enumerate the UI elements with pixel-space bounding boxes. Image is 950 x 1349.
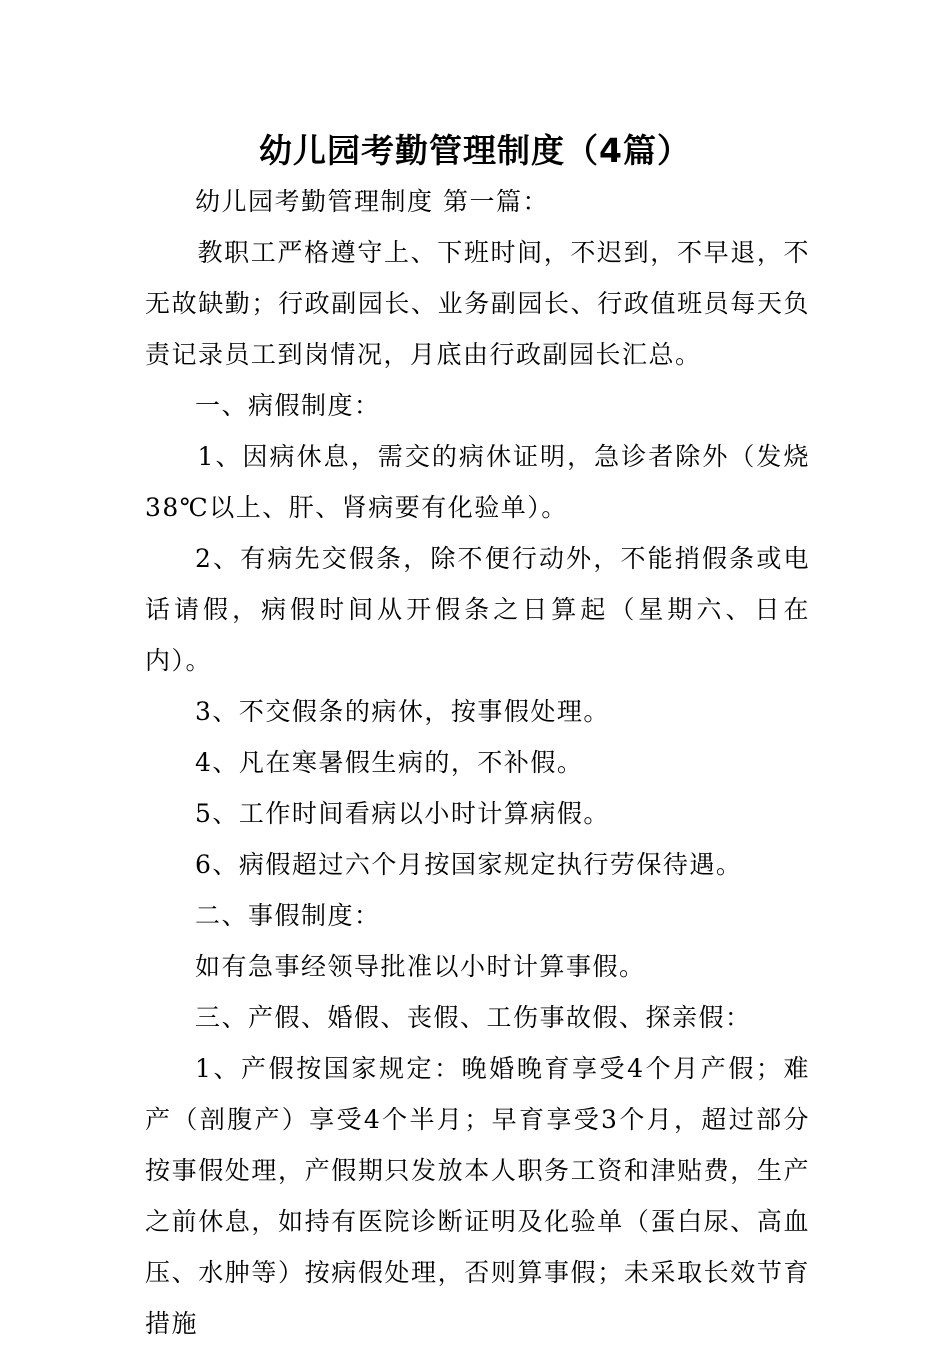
paragraph-sick-leave-6: 6、病假超过六个月按国家规定执行劳保待遇。 — [195, 850, 743, 879]
paragraph-sick-leave-3: 3、不交假条的病休，按事假处理。 — [195, 697, 610, 726]
paragraph-sick-leave-4: 4、凡在寒暑假生病的，不补假。 — [195, 748, 584, 777]
section-heading-sick-leave: 一、病假制度： — [195, 391, 381, 420]
paragraph-sick-leave-1: 1、因病休息，需交的病休证明，急诊者除外（发烧38℃以上、肝、肾病要有化验单）。 — [145, 442, 810, 522]
paragraph-personal-leave: 如有急事经领导批准以小时计算事假。 — [195, 952, 646, 981]
paragraph-sick-leave-5: 5、工作时间看病以小时计算病假。 — [195, 799, 610, 828]
document-body — [145, 176, 810, 1349]
section-heading-other-leave: 三、产假、婚假、丧假、工伤事故假、探亲假： — [195, 1003, 752, 1032]
paragraph-sick-leave-2: 2、有病先交假条，除不便行动外，不能捎假条或电话请假，病假时间从开假条之日算起（星期六、日在内）。 — [145, 544, 810, 675]
paragraph-maternity-leave: 1、产假按国家规定：晚婚晚育享受4个月产假；难产（剖腹产）享受4个半月；早育享受3个月，超过部分按事假处理，产假期只发放本人职务工资和津贴费，生产之前休息，如持有医院诊断证明及化验单（蛋白尿、高血压、水肿等）按病假处理，否则算事假；未采取长效节育措施 — [145, 1054, 810, 1338]
section-heading-part-one: 幼儿园考勤管理制度 第一篇： — [195, 187, 549, 216]
paragraph-attendance-rules: 教职工严格遵守上、下班时间，不迟到，不早退，不无故缺勤；行政副园长、业务副园长、行政值班员每天负责记录员工到岗情况，月底由行政副园长汇总。 — [145, 238, 810, 369]
section-heading-personal-leave: 二、事假制度： — [195, 901, 381, 930]
document-title: 幼儿园考勤管理制度（4篇） — [259, 131, 691, 170]
